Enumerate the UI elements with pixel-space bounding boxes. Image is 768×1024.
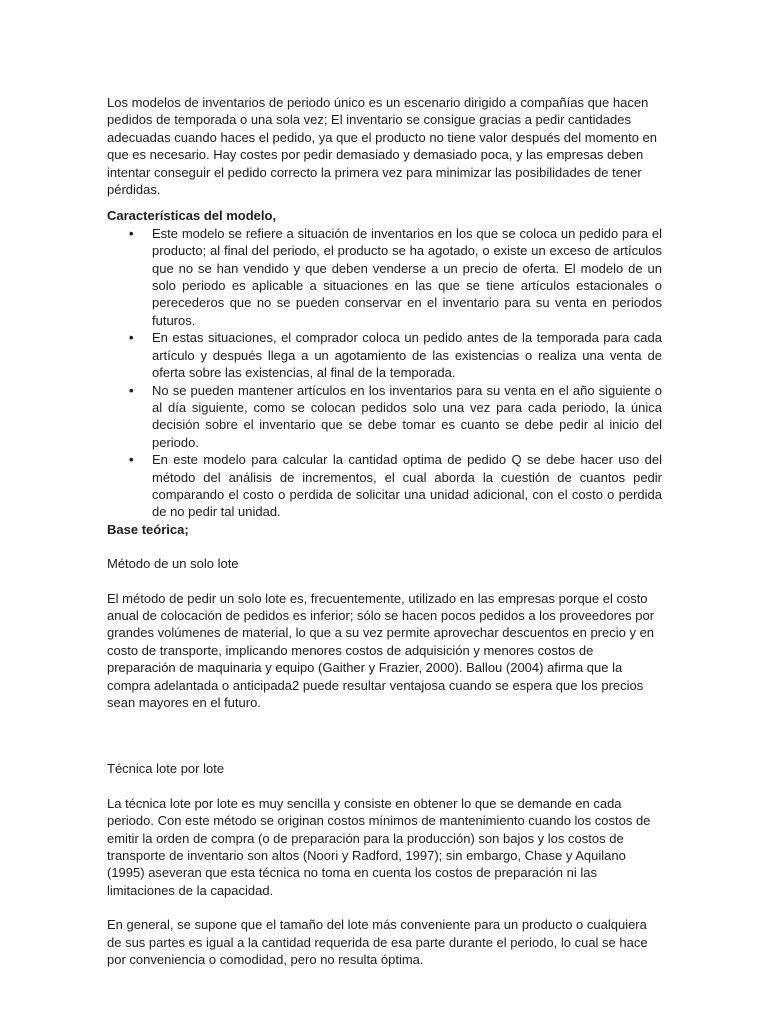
bullet-icon: •: [129, 452, 134, 468]
document-page: [107, 94, 662, 968]
bullet-icon: •: [129, 330, 134, 346]
features-list: [107, 225, 662, 521]
features-heading: Características del modelo,: [107, 208, 277, 224]
list-item: [107, 451, 662, 521]
base-heading: Base teórica;: [107, 521, 189, 537]
list-item-text: Este modelo se refiere a situación de inventarios en los que se coloca un pedido para el producto; al final del periodo, el producto se ha agotado, o existe un exceso de artículos que no se han vendido y que deben venderse a un precio de oferta. El modelo de un solo periodo es aplicable a situaciones en las que se tiene artículos estacionales o perecederos que no se pueden conservar en el inventario para su venta en periodos futuros.: [152, 225, 662, 328]
intro-paragraph: Los modelos de inventarios de periodo único es un escenario dirigido a compañías que hacen pedidos de temporada o una sola vez; El inventario se consigue gracias a pedir cantidades adecuadas cuando haces el pedido, ya que el producto no tiene valor después del momento en que es necesario. Hay costes por pedir demasiado y demasiado poca, y las empresas deben intentar conseguir el pedido correcto la primera vez para minimizar las posibilidades de tener pérdidas.: [107, 95, 657, 198]
bullet-icon: •: [129, 225, 134, 241]
list-item: [107, 329, 662, 381]
section-title-single-lot: Método de un solo lote: [107, 556, 239, 572]
section-title-lot-for-lot: Técnica lote por lote: [107, 761, 225, 777]
list-item: [107, 382, 662, 452]
list-item-text: No se pueden mantener artículos en los inventarios para su venta en el año siguiente o al día siguiente, como se colocan pedidos solo una vez para cada periodo, la única decisión sobre el inventario que se debe tomar es cuanto se debe pedir al inicio del periodo.: [152, 382, 662, 450]
single-lot-paragraph: El método de pedir un solo lote es, frecuentemente, utilizado en las empresas porque el costo anual de colocación de pedidos es inferior; sólo se hacen pocos pedidos a los proveedores por grandes volúmenes de material, lo que a su vez permite aprovechar descuentos en precio y en costo de transporte, implicando menores costos de adquisición y menores costos de preparación de maquinaria y equipo (Gaither y Frazier, 2000). Ballou (2004) afirma que la compra adelantada o anticipada2 puede resultar ventajosa cuando se espera que los precios sean mayores en el futuro.: [107, 590, 655, 710]
lot-for-lot-paragraph-2: En general, se supone que el tamaño del lote más conveniente para un producto o cualquiera de sus partes es igual a la cantidad requerida de esa parte durante el periodo, lo cual se hace por conveniencia o comodidad, pero no resulta óptima.: [107, 917, 648, 968]
lot-for-lot-paragraph-1: La técnica lote por lote es muy sencilla y consiste en obtener lo que se demande en cada periodo. Con este método se originan costos mínimos de mantenimiento cuando los costos de emitir la orden de compra (o de preparación para la producción) son bajos y los costos de transporte de inventario son altos (Noori y Radford, 1997); sin embargo, Chase y Aquilano (1995) aseveran que esta técnica no toma en cuenta los costos de preparación ni las limitaciones de la capacidad.: [107, 795, 651, 898]
list-item-text: En estas situaciones, el comprador coloca un pedido antes de la temporada para cada artículo y después llega a un agotamiento de las existencias o realiza una venta de oferta sobre las existencias, al final de la temporada.: [152, 330, 662, 381]
list-item-text: En este modelo para calcular la cantidad optima de pedido Q se debe hacer uso del método del análisis de incrementos, el cual aborda la cuestión de cuantos pedir comparando el costo o perdida de solicitar una unidad adicional, con el costo o perdida de no pedir tal unidad.: [152, 452, 662, 520]
bullet-icon: •: [129, 382, 134, 398]
list-item: [107, 225, 662, 329]
